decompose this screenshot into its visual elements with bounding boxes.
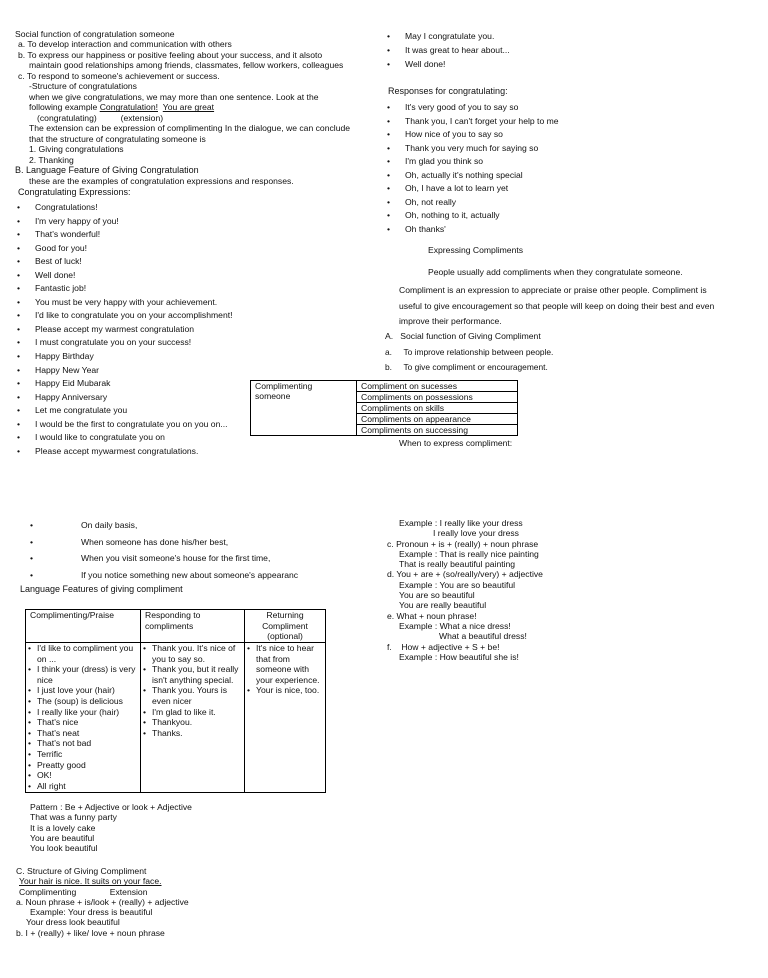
congratulation-expression: • Good for you! xyxy=(15,242,233,256)
language-feature-heading: B. Language Feature of Giving Congratulation xyxy=(15,165,199,176)
bullet-icon: • xyxy=(30,553,34,563)
complimenting-item: • All right xyxy=(28,781,136,792)
structure-labels: Complimenting Extension xyxy=(19,886,148,897)
col-header-responding-line-2: compliments xyxy=(145,620,194,631)
response-item: • Oh, nothing to it, actually xyxy=(385,209,559,223)
pattern-a: a. Noun phrase + is/look + (really) + adjective xyxy=(16,896,189,907)
responding-item: • Thankyou. xyxy=(143,717,240,728)
response-item: • Thank you very much for saying so xyxy=(385,142,559,156)
when-line-2 xyxy=(15,102,350,112)
pattern-example: You are beautiful xyxy=(30,832,95,843)
compliment-definition xyxy=(399,283,714,330)
col-header-returning-line-1: Returning xyxy=(266,610,304,620)
returning-item: • Your is nice, too. xyxy=(247,685,321,696)
expressing-compliments-heading: Expressing Compliments xyxy=(428,245,524,255)
congratulation-expression: • Congratulations! xyxy=(15,201,233,215)
pattern-b-example-1: Example : I really like your dress xyxy=(399,518,523,528)
response-item: • How nice of you to say so xyxy=(385,128,559,142)
when-item-text: On daily basis, xyxy=(81,520,138,530)
congratulation-expression: • Please accept mywarmest congratulations. xyxy=(15,445,233,459)
congratulation-expression: • I'm very happy of you! xyxy=(15,215,233,229)
complimenting-item: • I think your (dress) is very nice xyxy=(28,664,136,685)
congratulation-expression: • Please accept my warmest congratulation xyxy=(15,323,233,337)
responding-item: • Thank you. Yours is even nicer xyxy=(143,685,240,706)
pattern-b-example-2: I really love your dress xyxy=(433,528,519,539)
congratulation-expression: • I would be the first to congratulate you on you on... xyxy=(15,418,233,432)
responding-item: • Thank you. It's nice of you to say so. xyxy=(143,643,240,664)
pattern-d-example-2: You are so beautiful xyxy=(399,590,475,601)
compliment-function-b: b. To give compliment or encouragement. xyxy=(385,362,548,372)
pattern-example: You look beautiful xyxy=(30,843,98,854)
complimenting-item: • Preatty good xyxy=(28,760,136,771)
definition-line-3: improve their performance. xyxy=(399,316,502,326)
compliment-type-row: Compliments on appearance xyxy=(357,414,518,425)
congratulation-expression: • Well done! xyxy=(15,269,233,283)
step-1: 1. Giving congratulations xyxy=(29,144,124,155)
pattern-e-example-1: Example : What a nice dress! xyxy=(399,620,511,631)
more-congratulating-expressions-list xyxy=(385,29,510,71)
function-a: a. To develop interaction and communication with others xyxy=(18,39,232,50)
pattern-d: d. You + are + (so/really/very) + adjective xyxy=(387,569,543,580)
function-b-cont: maintain good relationships among friends, classmates, fellow workers, colleagues xyxy=(29,60,344,71)
responses-list xyxy=(385,101,559,236)
bullet-icon: • xyxy=(30,536,34,547)
expressions-heading: Congratulating Expressions: xyxy=(18,186,131,197)
when-to-compliment-list xyxy=(28,517,298,583)
complimenting-item: • Terrific xyxy=(28,749,136,760)
pattern-c-example-1: Example : That is really nice painting xyxy=(399,548,539,559)
compliment-patterns-continued xyxy=(387,518,543,662)
extension-line-2: that the structure of congratulating someone is xyxy=(29,133,206,144)
col-header-complimenting xyxy=(26,610,141,643)
structure-compliment-heading: C. Structure of Giving Compliment xyxy=(16,866,147,876)
structure-example: Your hair is nice. It suits on your face. xyxy=(19,876,162,887)
congratulation-expression: • Best of luck! xyxy=(15,255,233,269)
congratulation-social-function xyxy=(15,29,350,198)
congratulation-expression: • It was great to hear about... xyxy=(385,43,510,57)
when-line-1: when we give congratulations, we may more than one sentence. Look at the xyxy=(29,91,319,102)
when-line-2-prefix: following example xyxy=(29,102,100,113)
complimenting-item: • I really like your (hair) xyxy=(28,707,136,718)
responding-item: • Thanks. xyxy=(143,728,240,739)
pattern-examples xyxy=(30,812,192,853)
pattern-f: f. How + adjective + S + be! xyxy=(387,641,500,652)
language-feature-intro: these are the examples of congratulation expressions and responses. xyxy=(29,176,294,187)
returning-item: • It's nice to hear that from someone with your experience. xyxy=(247,643,321,685)
congratulation-expression: • You must be very happy with your achievement. xyxy=(15,296,233,310)
compliment-social-heading: A. Social function of Giving Compliment xyxy=(385,331,541,341)
complimenting-item: • That's not bad xyxy=(28,738,136,749)
bullet-icon: • xyxy=(30,569,34,580)
complimenting-item: • OK! xyxy=(28,770,136,781)
compliment-table-label-line-2: someone xyxy=(255,391,291,401)
pattern-a-example-2: Your dress look beautiful xyxy=(26,917,120,928)
congratulation-expression: • I'd like to congratulate you on your accomplishment! xyxy=(15,309,233,323)
social-function-heading: Social function of congratulation someone xyxy=(15,29,175,39)
complimenting-item: • I just love your (hair) xyxy=(28,685,136,696)
compliment-type-row: Compliments on skills xyxy=(357,403,518,414)
compliment-type-row: Compliments on possessions xyxy=(357,392,518,403)
when-item xyxy=(28,534,298,551)
congratulation-expression: • Fantastic job! xyxy=(15,282,233,296)
when-item xyxy=(28,517,298,534)
congratulation-expression: • Happy Anniversary xyxy=(15,391,233,405)
complimenting-cell xyxy=(26,643,141,793)
response-item: • Thank you, I can't forget your help to me xyxy=(385,115,559,129)
when-item-text: When you visit someone's house for the first time, xyxy=(81,553,271,563)
responding-item: • Thank you, but it really isn't anything special. xyxy=(143,664,240,685)
returning-cell xyxy=(245,643,326,793)
complimenting-item: • The (soup) is delicious xyxy=(28,696,136,707)
giving-compliment-heading: Language Features of giving compliment xyxy=(20,584,183,594)
compliment-type-row: Compliments on successing xyxy=(357,425,518,436)
congratulation-expression: • That's wonderful! xyxy=(15,228,233,242)
compliment-table-label xyxy=(251,381,357,436)
example-congratulation: Congratulation! xyxy=(99,102,158,113)
pattern-c-example-2: That is really beautiful painting xyxy=(399,559,516,570)
col-header-returning-line-2: Compliment xyxy=(262,620,308,631)
pattern-d-example-1: Example : You are so beautiful xyxy=(399,579,516,590)
compliment-function-a: a. To improve relationship between people. xyxy=(385,346,554,357)
complimenting-item: • That's neat xyxy=(28,728,136,739)
complimenting-item: • That's nice xyxy=(28,717,136,728)
definition-line-1: Compliment is an expression to appreciate or praise other people. Compliment is xyxy=(399,285,707,295)
response-item: • Oh, actually it's nothing special xyxy=(385,169,559,183)
function-c: c. To respond to someone's achievement or success. xyxy=(18,70,220,81)
congratulation-expression: • Well done! xyxy=(385,57,510,71)
giving-compliment-table xyxy=(25,609,326,793)
pattern-example: That was a funny party xyxy=(30,812,117,823)
definition-line-2: useful to give encouragement so that people will keep on doing their best and even xyxy=(399,300,715,311)
compliment-type-row: Compliment on sucesses xyxy=(357,381,518,392)
extension-line-1: The extension can be expression of complimenting In the dialogue, we can conclude xyxy=(29,123,351,134)
compliment-table-label-line-1: Complimenting xyxy=(255,381,313,391)
structure-compliment-block xyxy=(16,866,189,938)
compliment-social-function xyxy=(385,329,553,376)
response-item: • Oh thanks' xyxy=(385,223,559,237)
response-item: • Oh, not really xyxy=(385,196,559,210)
pattern-b: b. I + (really) + like/ love + noun phrase xyxy=(16,927,165,938)
congratulation-expression: • I must congratulate you on your success! xyxy=(15,336,233,350)
responses-heading: Responses for congratulating: xyxy=(388,86,508,96)
example-labels: (congratulating) (extension) xyxy=(37,112,164,123)
complimenting-list xyxy=(28,643,136,791)
pattern-example: It is a lovely cake xyxy=(30,822,96,833)
function-b: b. To express our happiness or positive feeling about your success, and it alsoto xyxy=(18,49,323,60)
col-header-returning-line-3: (optional) xyxy=(267,631,303,642)
congratulation-expression: • Happy New Year xyxy=(15,364,233,378)
response-item: • It's very good of you to say so xyxy=(385,101,559,115)
when-item-text: If you notice something new about someone's appearanc xyxy=(81,569,299,580)
responding-cell xyxy=(141,643,245,793)
step-2: 2. Thanking xyxy=(29,154,74,165)
returning-list xyxy=(247,643,321,696)
compliment-types-table xyxy=(250,380,518,436)
bullet-icon: • xyxy=(30,520,34,530)
when-to-compliment-heading: When to express compliment: xyxy=(399,438,513,448)
when-item xyxy=(28,567,298,584)
congratulation-expression: • Happy Birthday xyxy=(15,350,233,364)
response-item: • Oh, I have a lot to learn yet xyxy=(385,182,559,196)
when-item-text: When someone has done his/her best, xyxy=(81,536,229,547)
response-item: • I'm glad you think so xyxy=(385,155,559,169)
col-header-responding-line-1: Responding to xyxy=(145,610,201,620)
pattern-line: Pattern : Be + Adjective or look + Adjective xyxy=(30,802,192,812)
compliments-intro: People usually add compliments when they congratulate someone. xyxy=(428,267,683,277)
col-header-responding xyxy=(141,610,245,643)
complimenting-item: • I'd like to compliment you on ... xyxy=(28,643,136,664)
responding-list xyxy=(143,643,240,738)
example-you-are-great: You are great xyxy=(162,102,215,113)
congratulation-expression: • I would like to congratulate you on xyxy=(15,431,233,445)
congratulation-expression: • Let me congratulate you xyxy=(15,404,233,418)
pattern-e: e. What + noun phrase! xyxy=(387,610,477,621)
pattern-f-example-1: Example : How beautiful she is! xyxy=(399,651,519,662)
pattern-a-example-1: Example: Your dress is beautiful xyxy=(30,907,153,918)
pattern-e-example-2: What a beautiful dress! xyxy=(439,631,527,642)
structure-heading: -Structure of congratulations xyxy=(29,81,137,92)
pattern-c: c. Pronoun + is + (really) + noun phrase xyxy=(387,538,539,549)
col-header-complimenting-text: Complimenting/Praise xyxy=(30,610,115,620)
col-header-returning xyxy=(245,610,326,643)
congratulating-expressions-list xyxy=(15,201,233,458)
pattern-block xyxy=(30,802,192,853)
responding-item: • I'm glad to like it. xyxy=(143,707,240,718)
congratulation-expression: • Happy Eid Mubarak xyxy=(15,377,233,391)
when-item xyxy=(28,550,298,567)
congratulation-expression: • May I congratulate you. xyxy=(385,29,510,43)
pattern-d-example-3: You are really beautiful xyxy=(399,600,487,611)
